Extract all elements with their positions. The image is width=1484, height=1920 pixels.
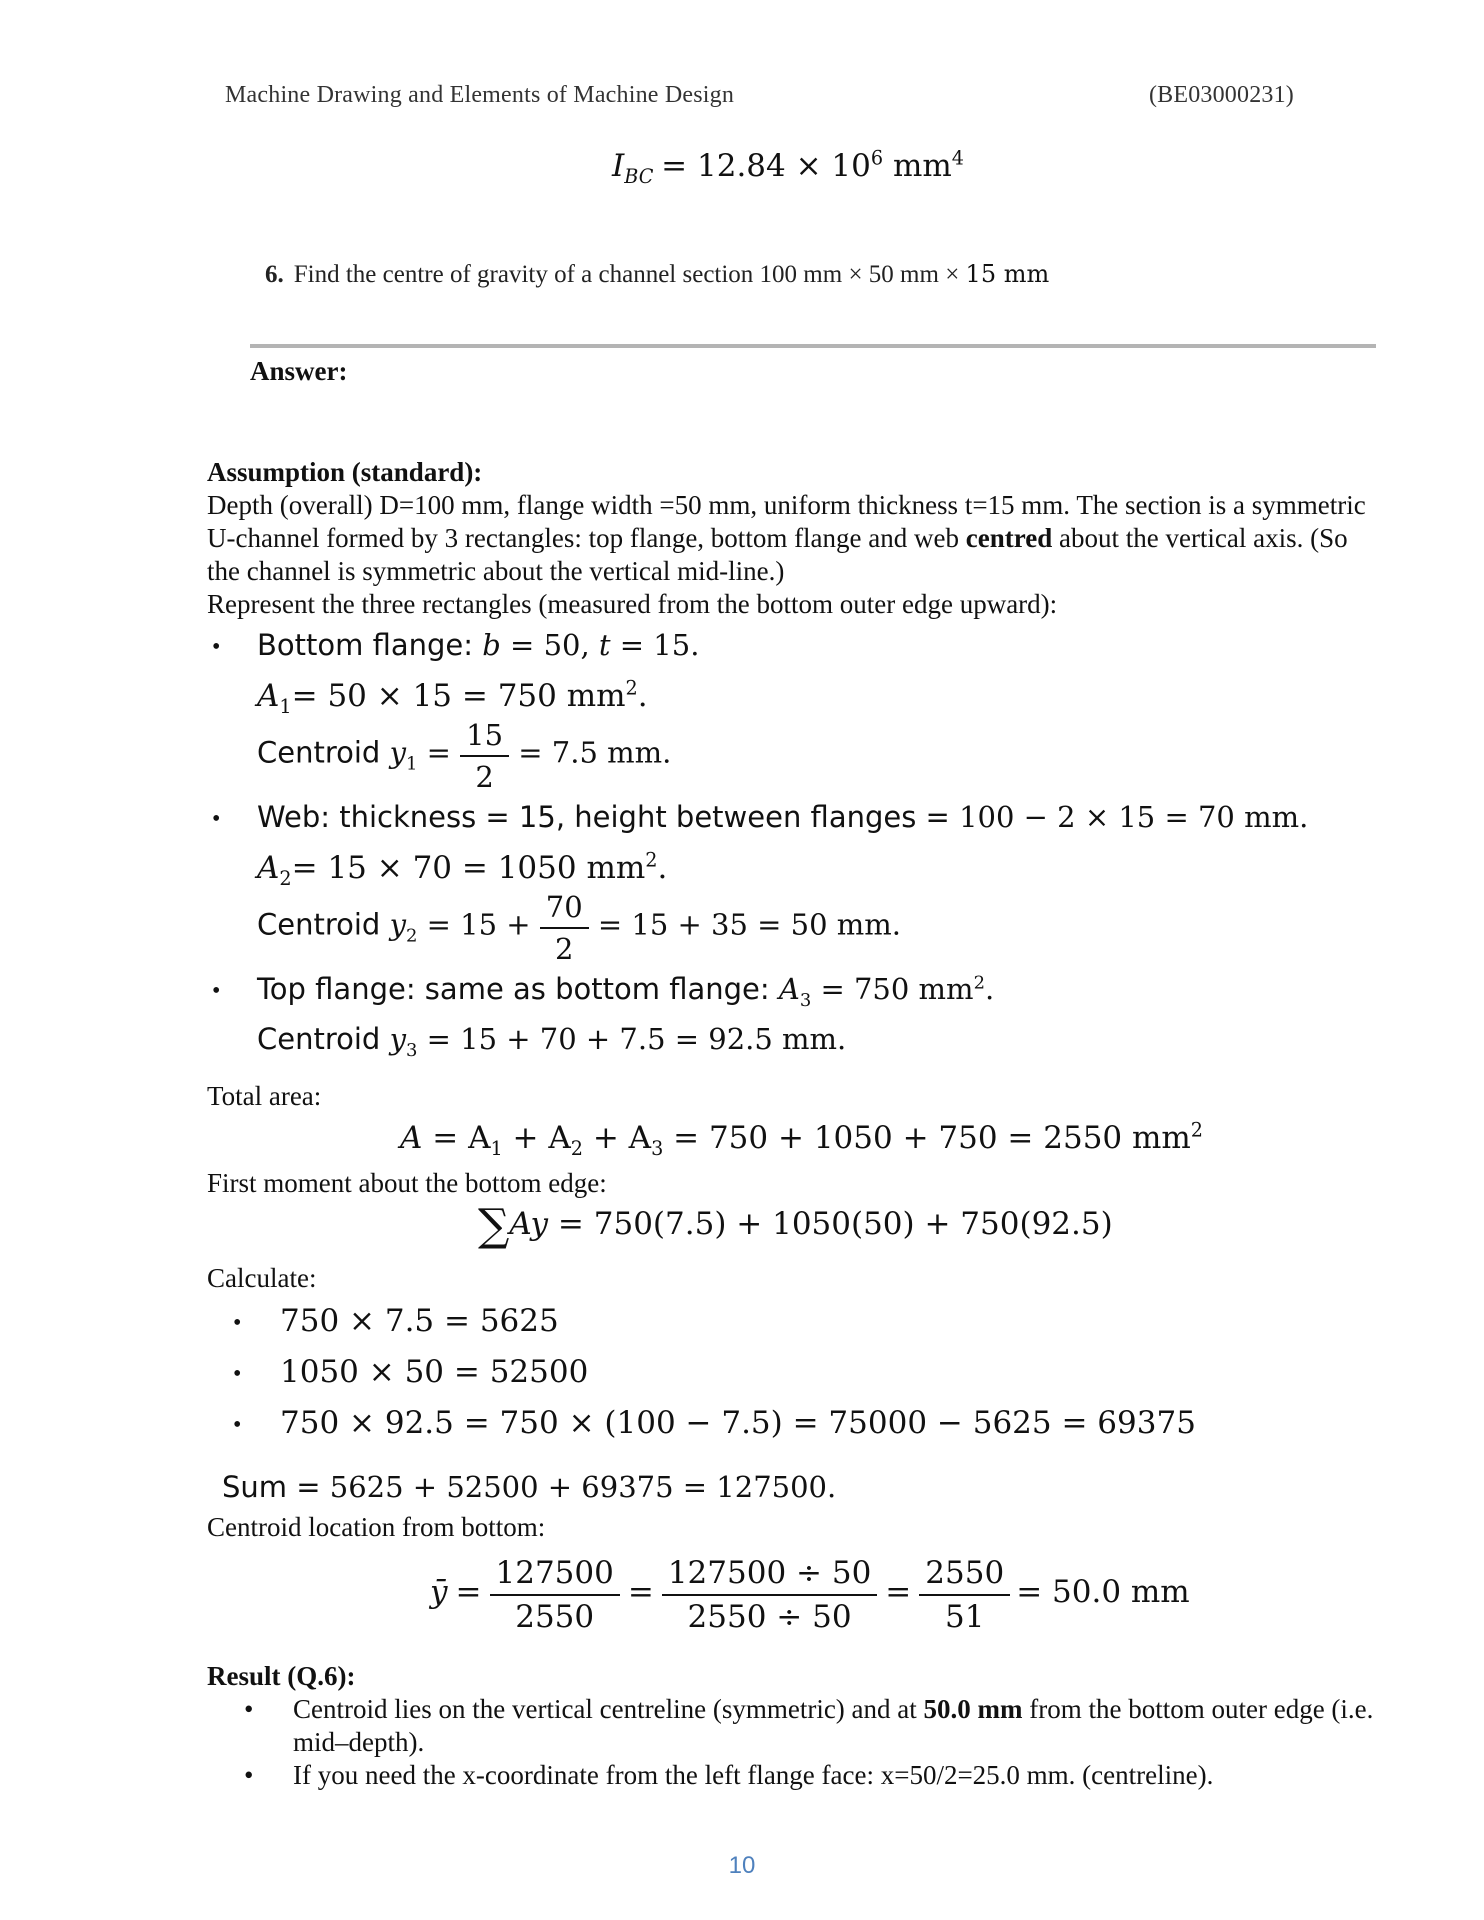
bottom-flange-line: Bottom flange: b = 50, t = 15. [257, 628, 700, 662]
bullet-icon: • [244, 1694, 254, 1724]
fraction: $\frac{2550}{51}$ [919, 1555, 1010, 1635]
sigma-icon: ∑ [478, 1200, 510, 1251]
answer-label: Answer: [250, 356, 348, 386]
calc-item: 750 × 92.5 = 750 × (100 − 7.5) = 75000 − 5625 = 69375 [280, 1405, 1196, 1441]
bullet-icon: • [233, 1412, 242, 1438]
fraction: $\frac{15}{2}$ [460, 718, 509, 794]
fraction: $\frac{127500}{2550}$ [490, 1555, 620, 1635]
fraction: $\frac{127500 \div 50}{2550 \div 50}$ [662, 1555, 877, 1635]
web-line: Web: thickness = 15, height between flanges = 100 − 2 × 15 = 70 mm. [257, 800, 1309, 834]
bullet-icon: • [244, 1760, 254, 1790]
ibc-formula: $I_{BC} = 12.84 \times 10^6$ $mm^4$ [612, 146, 964, 189]
first-moment-formula: ∑Ay = 750(7.5) + 1050(50) + 750(92.5) [478, 1200, 1113, 1251]
total-area-label: Total area: [207, 1081, 322, 1111]
fraction: $\frac{70}{2}$ [540, 890, 589, 966]
represent-line: Represent the three rectangles (measured from the bottom outer edge upward): [207, 589, 1058, 619]
horizontal-rule [250, 344, 1376, 348]
question-text: Find the centre of gravity of a channel section 100 mm × 50 mm × [293, 261, 966, 288]
running-header-code: (BE03000231) [1148, 82, 1294, 108]
bullet-icon: • [212, 806, 221, 832]
result-item: • Centroid lies on the vertical centreline (symmetric) and at 50.0 mm from the bottom outer edge (i.e. mid–depth). [244, 1694, 1374, 1757]
page-number: 10 [728, 1852, 756, 1879]
running-header-title: Machine Drawing and Elements of Machine Design [225, 82, 735, 108]
top-flange-line: Top flange: same as bottom flange: $A_3 = 750$ $mm^2$. [257, 972, 995, 1011]
question-last: 15 mm [965, 260, 1050, 288]
calc-item: 750 × 7.5 = 5625 [280, 1303, 559, 1339]
centroid-location-formula: ȳ = $\frac{127500}{2550}$ = $\frac{127500 \div 50}{2550 \div 50}$ = $\frac{2550}{51}$ = 50.0 mm [430, 1555, 1190, 1635]
bullet-icon: • [233, 1361, 242, 1387]
area-a1: $A_1= 50 \times 15 = 750$ $mm^2$. [257, 676, 648, 719]
calc-item: 1050 × 50 = 52500 [280, 1354, 589, 1390]
centroid-y1: Centroid $y_1$ = $\frac{15}{2}$ = 7.5 mm. [257, 718, 672, 794]
question-6 [265, 260, 1049, 289]
first-moment-label: First moment about the bottom edge: [207, 1168, 607, 1198]
question-number: 6. [265, 261, 284, 288]
result-item: • If you need the x-coordinate from the left flange face: x=50/2=25.0 mm. (centreline). [244, 1760, 1214, 1790]
centroid-y2: Centroid $y_2 = 15$ + $\frac{70}{2}$ = 15 + 35 = 50 mm. [257, 890, 902, 966]
assumption-heading: Assumption (standard): [207, 457, 483, 487]
centroid-y3: Centroid $y_3 = 15 + 70 + 7.5 = 92.5$ mm. [257, 1022, 847, 1061]
bullet-icon: • [233, 1310, 242, 1336]
assumption-paragraph: Depth (overall) D=100 mm, flange width =50 mm, uniform thickness t=15 mm. The section is a symmetric U-channel formed by 3 rectangles: top flange, bottom flange and web centred about the vertical axis. (So the channel is symmetric about the vertical mid-line.) [207, 490, 1366, 586]
centroid-location-label: Centroid location from bottom: [207, 1512, 546, 1542]
total-area-formula: $A = A_1 + A_2 + A_3 = 750 + 1050 + 750 = 2550$ $mm^2$ [400, 1118, 1203, 1161]
result-heading: Result (Q.6): [207, 1661, 356, 1691]
area-a2: $A_2= 15 \times 70 = 1050$ $mm^2$. [257, 848, 668, 891]
bullet-icon: • [212, 978, 221, 1004]
bullet-icon: • [212, 634, 221, 660]
sum-line: Sum = 5625 + 52500 + 69375 = 127500. [222, 1470, 837, 1504]
calculate-label: Calculate: [207, 1263, 317, 1293]
